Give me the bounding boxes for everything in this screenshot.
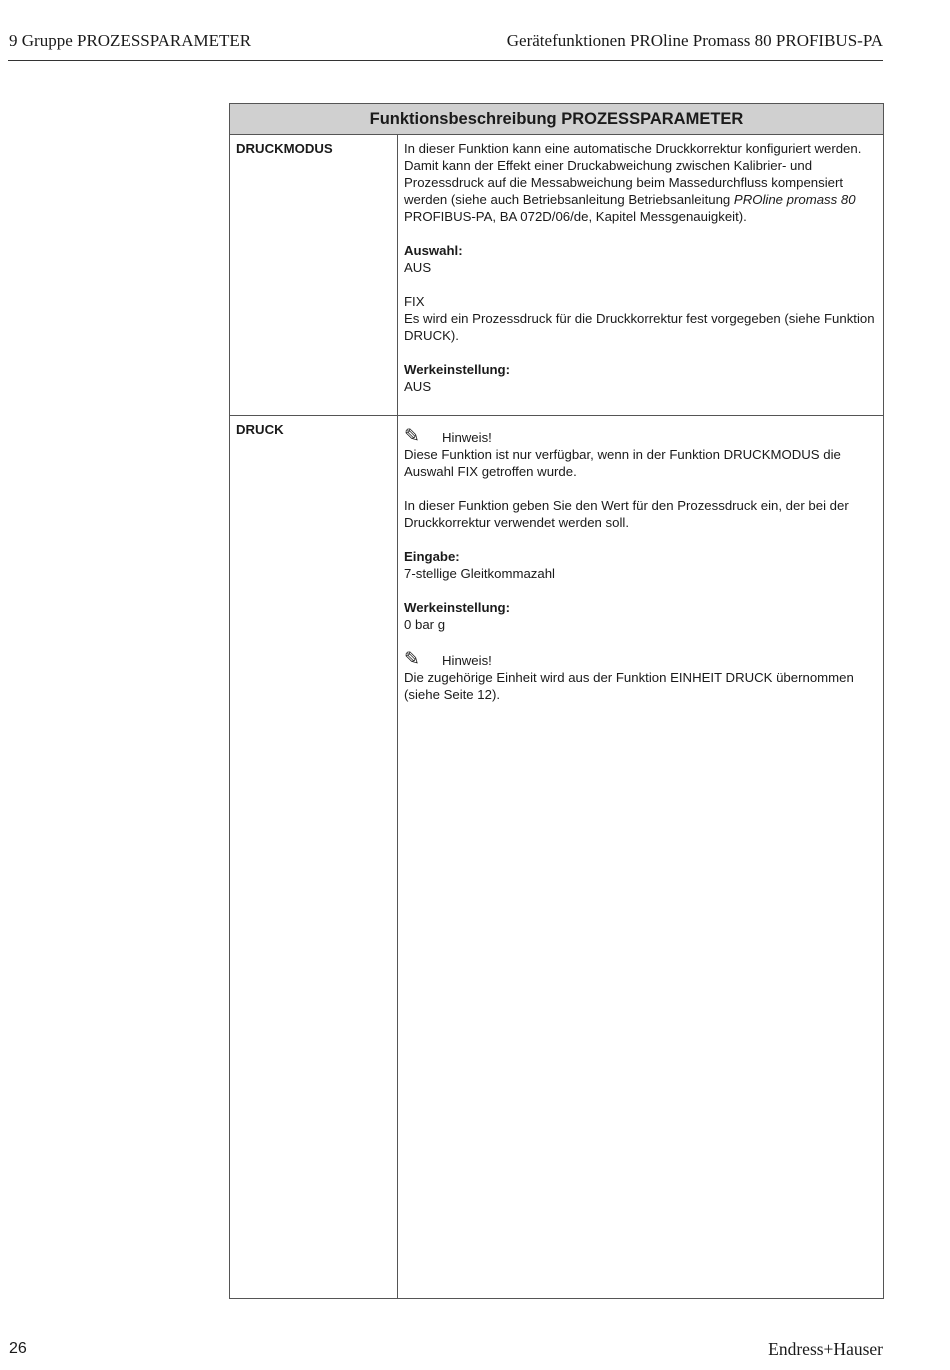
table-title: Funktionsbeschreibung PROZESSPARAMETER [230,104,884,135]
input-label: Eingabe: [404,549,460,564]
note-heading [404,650,877,669]
table-row [230,416,884,1299]
table-row [230,135,884,416]
selection-block [404,242,877,276]
header-section: 9 Gruppe PROZESSPARAMETER [9,31,252,50]
note-text: Die zugehörige Einheit wird aus der Funktion EINHEIT DRUCK übernommen (siehe Seite 12). [404,670,854,702]
option-fix-block [404,293,877,344]
note-text: Diese Funktion ist nur verfügbar, wenn in der Funktion DRUCKMODUS die Auswahl FIX getroffen wurde. [404,447,841,479]
factory-setting [404,599,877,633]
function-description [398,416,884,1299]
factory-label: Werkeinstellung: [404,600,511,615]
pencil-icon: ✎ [404,649,420,670]
header-doc-title: Gerätefunktionen PROline Promass 80 PROFIBUS-PA [506,31,883,50]
selection-label: Auswahl: [404,243,463,258]
function-name: DRUCKMODUS [230,135,398,416]
factory-value: AUS [404,379,432,394]
function-description [398,135,884,416]
option-off: AUS [404,260,432,275]
brand-logo: Endress+Hauser [768,1339,883,1359]
description-paragraph: In dieser Funktion geben Sie den Wert für den Prozessdruck ein, der bei der Druckkorrektur verwendet werden soll. [404,498,849,530]
header-divider [8,60,883,61]
input-value: 7-stellige Gleitkommazahl [404,566,555,581]
note-label: Hinweis! [442,653,492,668]
note-heading [404,427,877,446]
intro-paragraph: In dieser Funktion kann eine automatische Druckkorrektur konfiguriert werden. Damit kann der Effekt einer Druckabweichung zwischen Kalibrier- und Prozessdruck auf die Messabweichung beim Massedurchfluss kompensiert werden (siehe auch Betriebsanleitung Betriebsanleitung PROline promass 80 PROFIBUS-PA, BA 072D/06/de, Kapitel Messgenauigkeit). [404,141,862,224]
factory-label: Werkeinstellung: [404,362,511,377]
function-name: DRUCK [230,416,398,1299]
function-table [229,103,884,1299]
input-block [404,548,877,582]
factory-setting [404,361,877,395]
note-label: Hinweis! [442,430,492,445]
page-number: 26 [9,1340,27,1357]
factory-value: 0 bar g [404,617,446,632]
option-fix-description: Es wird ein Prozessdruck für die Druckkorrektur fest vorgegeben (siehe Funktion DRUCK). [404,311,875,343]
pencil-icon: ✎ [404,426,420,447]
option-fix: FIX [404,294,425,309]
